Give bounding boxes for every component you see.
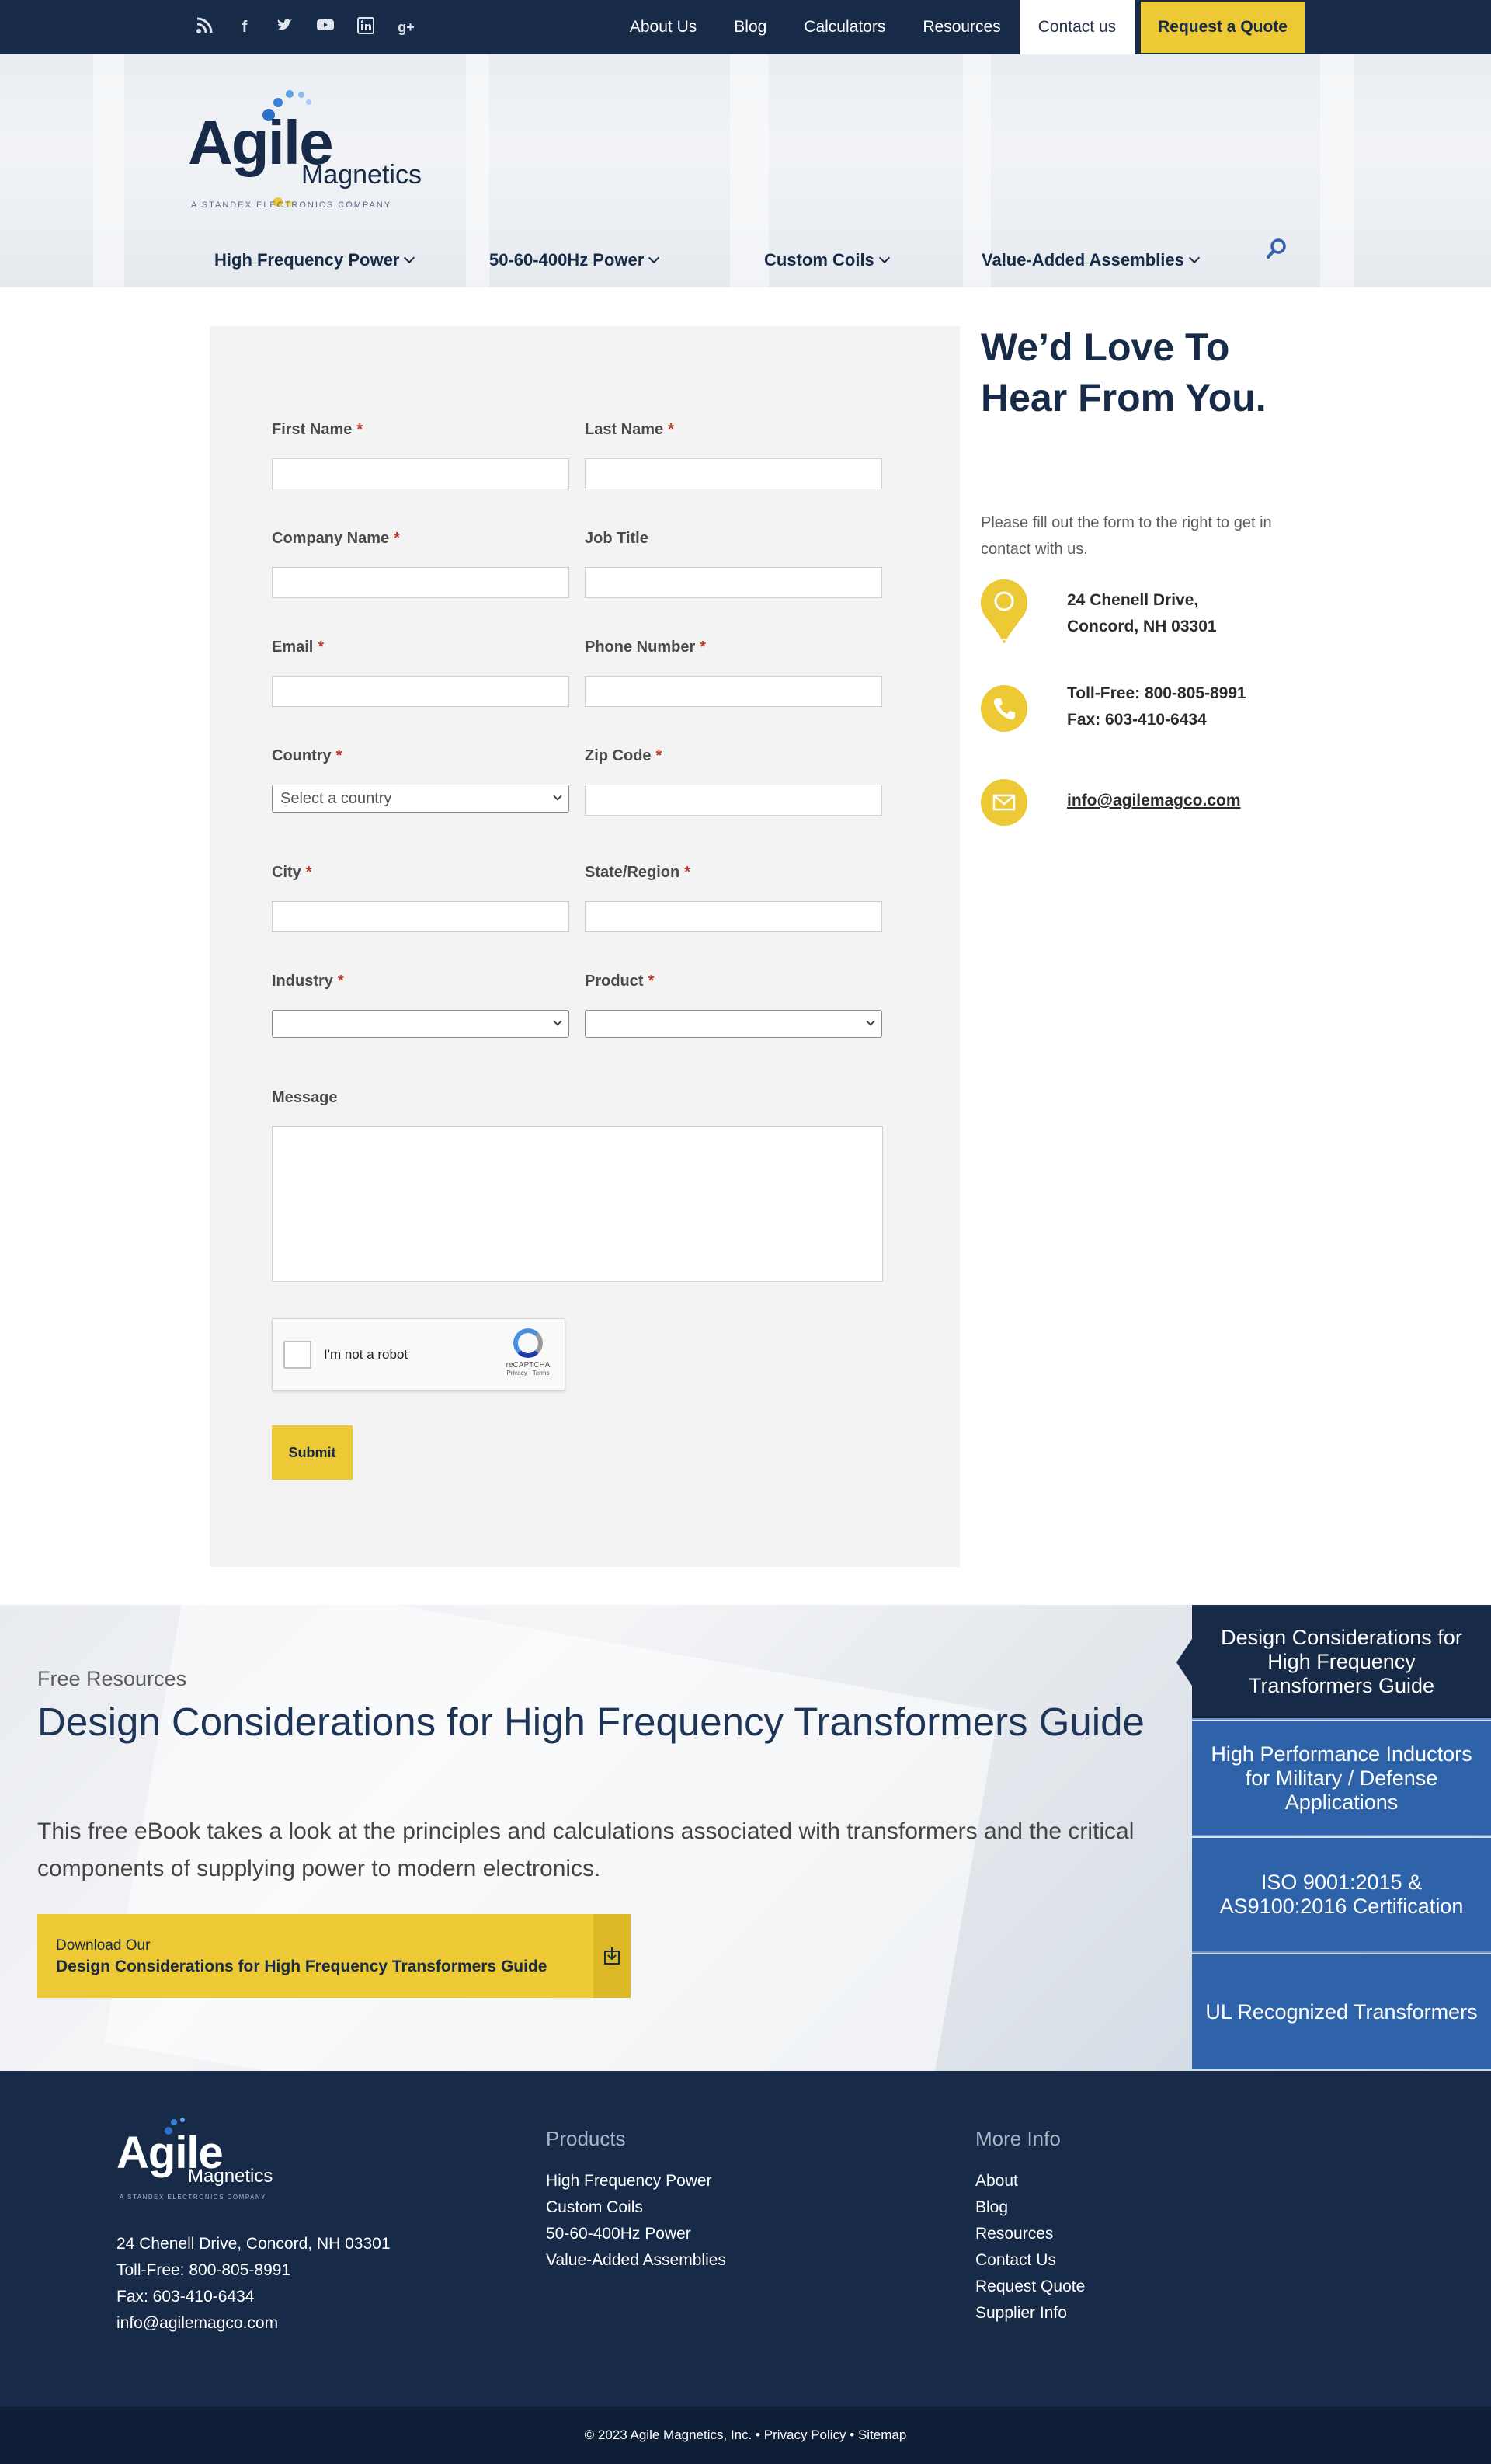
message-label: Message (272, 1089, 338, 1106)
chevron-down-icon (404, 252, 415, 263)
contact-form (210, 326, 960, 1567)
first-name-label: First Name * (272, 421, 363, 438)
facebook-icon[interactable]: f (242, 19, 248, 36)
recaptcha-label: I'm not a robot (324, 1347, 408, 1362)
logo-tagline: A STANDEX ELECTRONICS COMPANY (191, 200, 392, 210)
footer-link[interactable]: About (975, 2172, 1018, 2190)
main-nav-50-60-400hz[interactable]: 50-60-400Hz Power (489, 250, 764, 270)
resources-tabs (1192, 1605, 1491, 2071)
mail-icon (981, 779, 1027, 826)
site-header (0, 54, 1491, 287)
top-bar (0, 0, 1491, 54)
top-nav-contact[interactable]: Contact us (1020, 0, 1135, 54)
footer-logo-tagline: A STANDEX ELECTRONICS COMPANY (120, 2194, 267, 2201)
top-nav-calculators[interactable]: Calculators (804, 18, 886, 36)
email-field[interactable] (272, 676, 569, 707)
phone-label: Phone Number * (585, 639, 707, 656)
footer-link[interactable]: Value-Added Assemblies (546, 2251, 726, 2269)
recaptcha-links[interactable]: Privacy - Terms (506, 1369, 550, 1376)
google-plus-icon[interactable]: g+ (398, 19, 415, 35)
footer-link[interactable]: Supplier Info (975, 2304, 1067, 2322)
main-nav-high-frequency[interactable]: High Frequency Power (214, 250, 489, 270)
download-icon (593, 1914, 631, 1998)
resources-kicker: Free Resources (37, 1667, 187, 1690)
free-resources-section (0, 1605, 1491, 2071)
copyright-bar: © 2023 Agile Magnetics, Inc. • Privacy Policy • Sitemap (0, 2407, 1491, 2464)
rss-icon[interactable] (194, 17, 214, 37)
footer-more-info (975, 2127, 1085, 2327)
social-links (194, 0, 416, 54)
footer-link[interactable]: Blog (975, 2198, 1009, 2216)
industry-select[interactable] (272, 1010, 569, 1038)
footer-logo[interactable] (116, 2118, 272, 2203)
contact-address: 24 Chenell Drive, Concord, NH 03301 (1067, 591, 1217, 635)
job-title-input[interactable] (585, 567, 882, 598)
linkedin-icon[interactable] (356, 17, 376, 37)
site-logo[interactable] (188, 85, 422, 218)
footer-logo-sub: Magnetics (188, 2166, 273, 2187)
last-name-input[interactable] (585, 458, 882, 489)
youtube-icon[interactable] (315, 17, 335, 37)
recaptcha (272, 1318, 565, 1391)
job-title-label: Job Title (585, 530, 648, 547)
chevron-down-icon (1189, 252, 1200, 263)
resource-tab-inductors[interactable]: High Performance Inductors for Military / Defense Applications (1192, 1721, 1491, 1836)
zip-input[interactable] (585, 785, 882, 816)
footer-products-heading: Products (546, 2127, 626, 2150)
first-name-input[interactable] (272, 458, 569, 489)
contact-phone: Toll-Free: 800-805-8991 Fax: 603-410-6434 (1067, 684, 1246, 729)
footer-link[interactable]: 50-60-400Hz Power (546, 2225, 691, 2243)
resource-tab-hf-guide[interactable]: Design Considerations for High Frequency Transformers Guide (1192, 1605, 1491, 1720)
request-quote-button[interactable]: Request a Quote (1141, 2, 1305, 53)
search-icon[interactable] (1266, 238, 1288, 259)
footer-link[interactable]: Resources (975, 2225, 1054, 2243)
chevron-down-icon (553, 792, 561, 800)
contact-email-link[interactable]: info@agilemagco.com (1067, 792, 1241, 809)
site-footer (0, 2071, 1491, 2407)
main-nav-custom-coils[interactable]: Custom Coils (764, 250, 982, 270)
footer-link[interactable]: Request Quote (975, 2278, 1086, 2295)
download-guide-button[interactable]: Download Our Design Considerations for High Frequency Transformers Guide (37, 1914, 631, 1998)
logo-brand: Agile (188, 108, 332, 177)
footer-link[interactable]: High Frequency Power (546, 2172, 712, 2190)
top-nav-about[interactable]: About Us (629, 18, 697, 36)
submit-button[interactable]: Submit (272, 1425, 353, 1480)
top-nav-resources[interactable]: Resources (923, 18, 1001, 36)
chevron-down-icon (879, 252, 890, 263)
industry-label: Industry * (272, 973, 344, 990)
zip-label: Zip Code * (585, 747, 662, 764)
footer-link[interactable]: Custom Coils (546, 2198, 643, 2216)
footer-logo-brand: Agile (116, 2128, 223, 2178)
state-label: State/Region * (585, 864, 691, 881)
last-name-label: Last Name * (585, 421, 674, 438)
country-select[interactable]: Select a country (272, 785, 569, 813)
main-nav (214, 241, 1198, 280)
product-label: Product * (585, 973, 655, 990)
chevron-down-icon (553, 1017, 561, 1025)
chevron-down-icon (648, 252, 659, 263)
footer-address: 24 Chenell Drive, Concord, NH 03301 Toll-Free: 800-805-8991 Fax: 603-410-6434 info@agilemagco.com (116, 2235, 391, 2332)
company-name-input[interactable] (272, 567, 569, 598)
resource-tab-ul[interactable]: UL Recognized Transformers (1192, 1954, 1491, 2069)
logo-sub: Magnetics (301, 160, 422, 190)
city-label: City * (272, 864, 312, 881)
company-name-label: Company Name * (272, 530, 400, 547)
country-label: Country * (272, 747, 342, 764)
location-pin-icon (981, 579, 1027, 626)
resources-description: This free eBook takes a look at the principles and calculations associated with transformers and the critical components of supplying power to modern electronics. (37, 1818, 1135, 1881)
contact-intro: Please fill out the form to the right to get in contact with us. (981, 514, 1272, 558)
contact-title: We’d Love To Hear From You. (981, 325, 1267, 419)
recaptcha-logo: reCAPTCHA Privacy - Terms (501, 1328, 555, 1376)
recaptcha-icon (513, 1328, 543, 1358)
phone-field[interactable] (585, 676, 882, 707)
resources-title: Design Considerations for High Frequency Transformers Guide (37, 1700, 1145, 1744)
footer-products (546, 2127, 726, 2274)
chevron-down-icon (866, 1017, 874, 1025)
email-label: Email * (272, 639, 325, 656)
resource-tab-iso[interactable]: ISO 9001:2015 & AS9100:2016 Certification (1192, 1838, 1491, 1953)
phone-icon (981, 685, 1027, 732)
recaptcha-checkbox[interactable] (283, 1341, 311, 1369)
footer-more-heading: More Info (975, 2127, 1061, 2150)
main-nav-value-added[interactable]: Value-Added Assemblies (982, 250, 1198, 270)
city-input[interactable] (272, 901, 569, 932)
twitter-icon[interactable] (275, 17, 295, 37)
product-select[interactable] (585, 1010, 882, 1038)
state-input[interactable] (585, 901, 882, 932)
footer-link[interactable]: Contact Us (975, 2251, 1056, 2269)
top-nav-blog[interactable]: Blog (734, 18, 767, 36)
message-textarea[interactable] (272, 1126, 883, 1282)
top-nav (611, 0, 1305, 54)
